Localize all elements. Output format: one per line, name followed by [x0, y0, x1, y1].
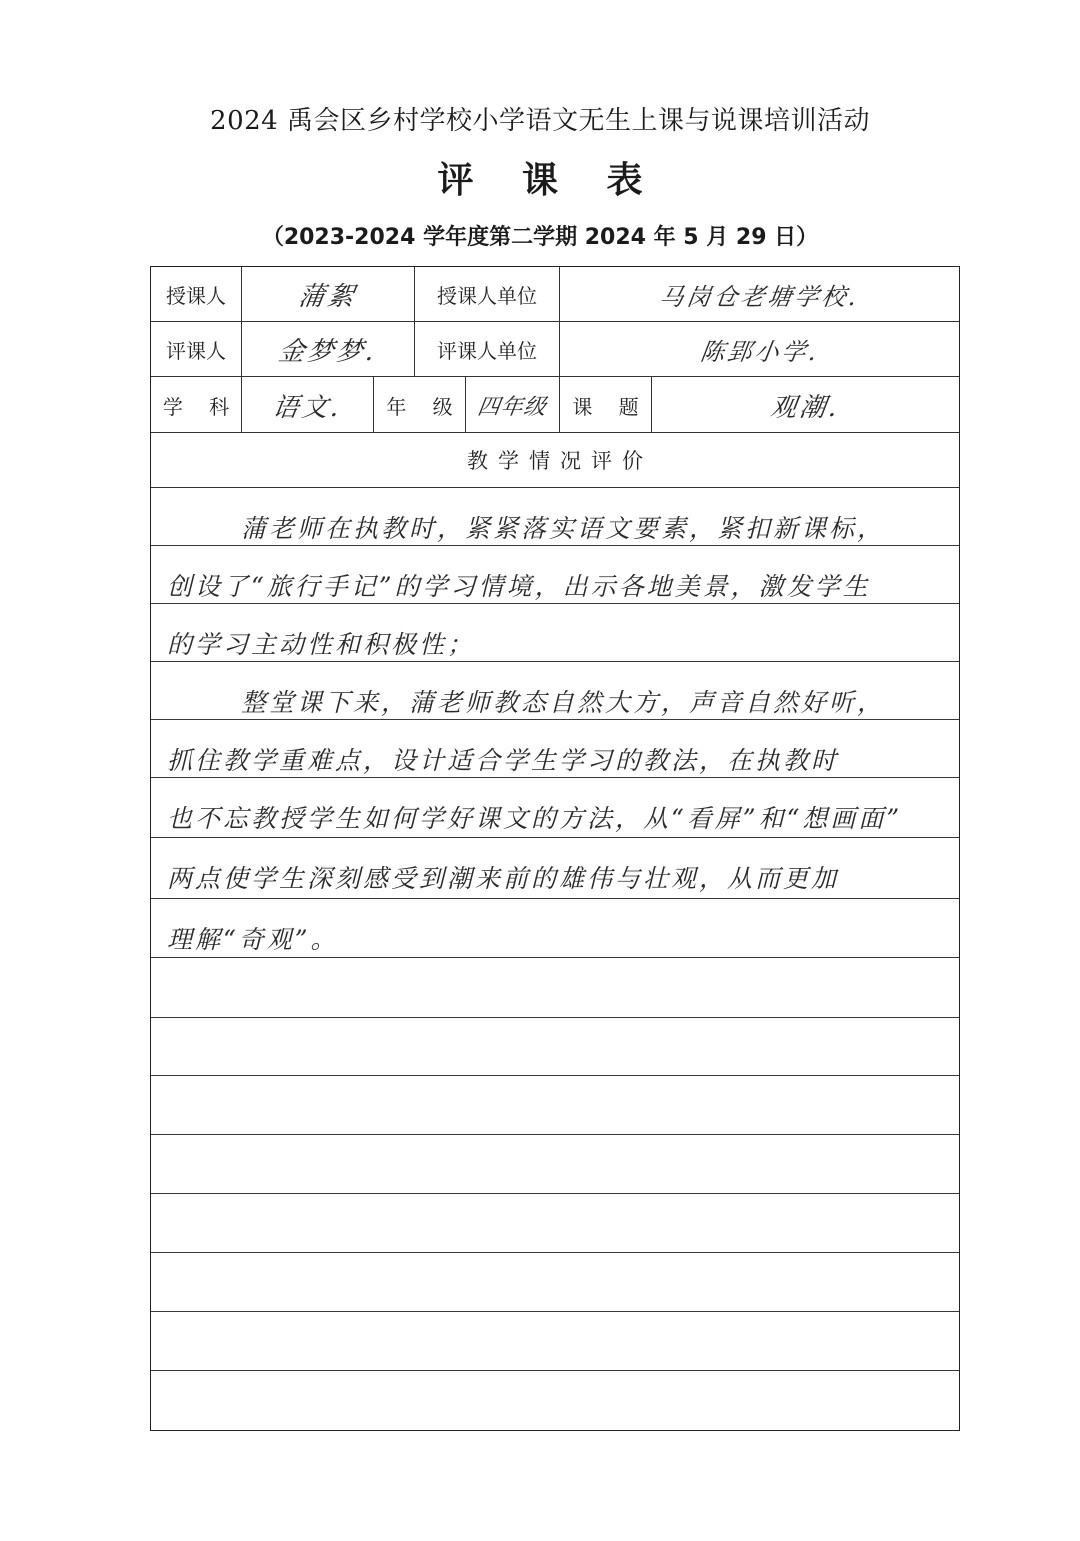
evaluation-line: 创设了“旅行手记”的学习情境，出示各地美景，激发学生: [167, 572, 871, 601]
teacher-value: 蒲絮: [296, 282, 359, 312]
topic-value: 观潮.: [768, 392, 843, 423]
ruled-line: [151, 837, 959, 838]
teacher-label: 授课人: [166, 284, 226, 308]
evaluation-line: 两点使学生深刻感受到潮来前的雄伟与壮观，从而更加: [167, 864, 840, 893]
subject-value: 语文.: [270, 392, 344, 423]
reviewer-value: 金梦梦.: [276, 337, 379, 367]
reviewer-label: 评课人: [166, 339, 226, 363]
subject-label-cell: [151, 377, 242, 433]
evaluation-line: 也不忘教授学生如何学好课文的方法，从“看屏”和“想画面”: [167, 804, 903, 833]
reviewer-unit-value-cell: [560, 322, 960, 377]
reviewer-unit-label-cell: [415, 322, 560, 377]
document-subtitle: （2023-2024 学年度第二学期 2024 年 5 月 29 日）: [261, 225, 819, 250]
evaluation-line: 理解“奇观”。: [167, 925, 339, 954]
reviewer-unit-label: 评课人单位: [437, 339, 537, 363]
evaluation-line: 的学习主动性和积极性；: [167, 630, 476, 659]
teacher-value-cell: [242, 267, 415, 322]
topic-label-cell: [560, 377, 652, 433]
evaluation-line: 蒲老师在执教时，紧紧落实语文要素，紧扣新课标，: [241, 514, 886, 543]
ruled-line: [151, 545, 959, 546]
reviewer-value-cell: [242, 322, 415, 377]
ruled-line: [151, 1075, 959, 1076]
ruled-line: [151, 603, 959, 604]
subject-value-cell: [242, 377, 374, 433]
form-name: 评 课 表: [437, 159, 661, 201]
evaluation-line: 抓住教学重难点，设计适合学生学习的教法，在执教时: [167, 746, 840, 775]
ruled-line: [151, 1193, 959, 1194]
evaluation-section-title: 教学情况评价: [467, 449, 653, 473]
ruled-line: [151, 719, 959, 720]
ruled-line: [151, 1134, 959, 1135]
ruled-line: [151, 957, 959, 958]
teacher-unit-value-cell: [560, 267, 960, 322]
reviewer-label-cell: [151, 322, 242, 377]
ruled-line: [151, 1252, 959, 1253]
grade-label-cell: [374, 377, 466, 433]
evaluation-form: [150, 266, 960, 1431]
ruled-line: [151, 898, 959, 899]
teacher-unit-label-cell: [415, 267, 560, 322]
reviewer-unit-value: 陈郢小学.: [698, 338, 821, 366]
ruled-line: [151, 1017, 959, 1018]
grade-value-cell: [466, 377, 560, 433]
grade-label: 年 级: [386, 394, 463, 419]
topic-value-cell: [652, 377, 960, 433]
subject-label: 学 科: [162, 394, 240, 419]
grade-value: 四年级: [475, 394, 549, 420]
teacher-unit-value: 马岗仓老塘学校.: [657, 283, 862, 311]
ruled-line: [151, 1311, 959, 1312]
teacher-unit-label: 授课人单位: [437, 284, 537, 308]
row-divider: [151, 487, 959, 488]
ruled-line: [151, 661, 959, 662]
ruled-line: [151, 777, 959, 778]
evaluation-line: 整堂课下来，蒲老师教态自然大方，声音自然好听，: [241, 688, 886, 717]
ruled-line: [151, 1370, 959, 1371]
topic-label: 课 题: [572, 394, 649, 419]
document-title: 2024 禹会区乡村学校小学语文无生上课与说课培训活动: [210, 106, 870, 136]
teacher-label-cell: [151, 267, 242, 322]
